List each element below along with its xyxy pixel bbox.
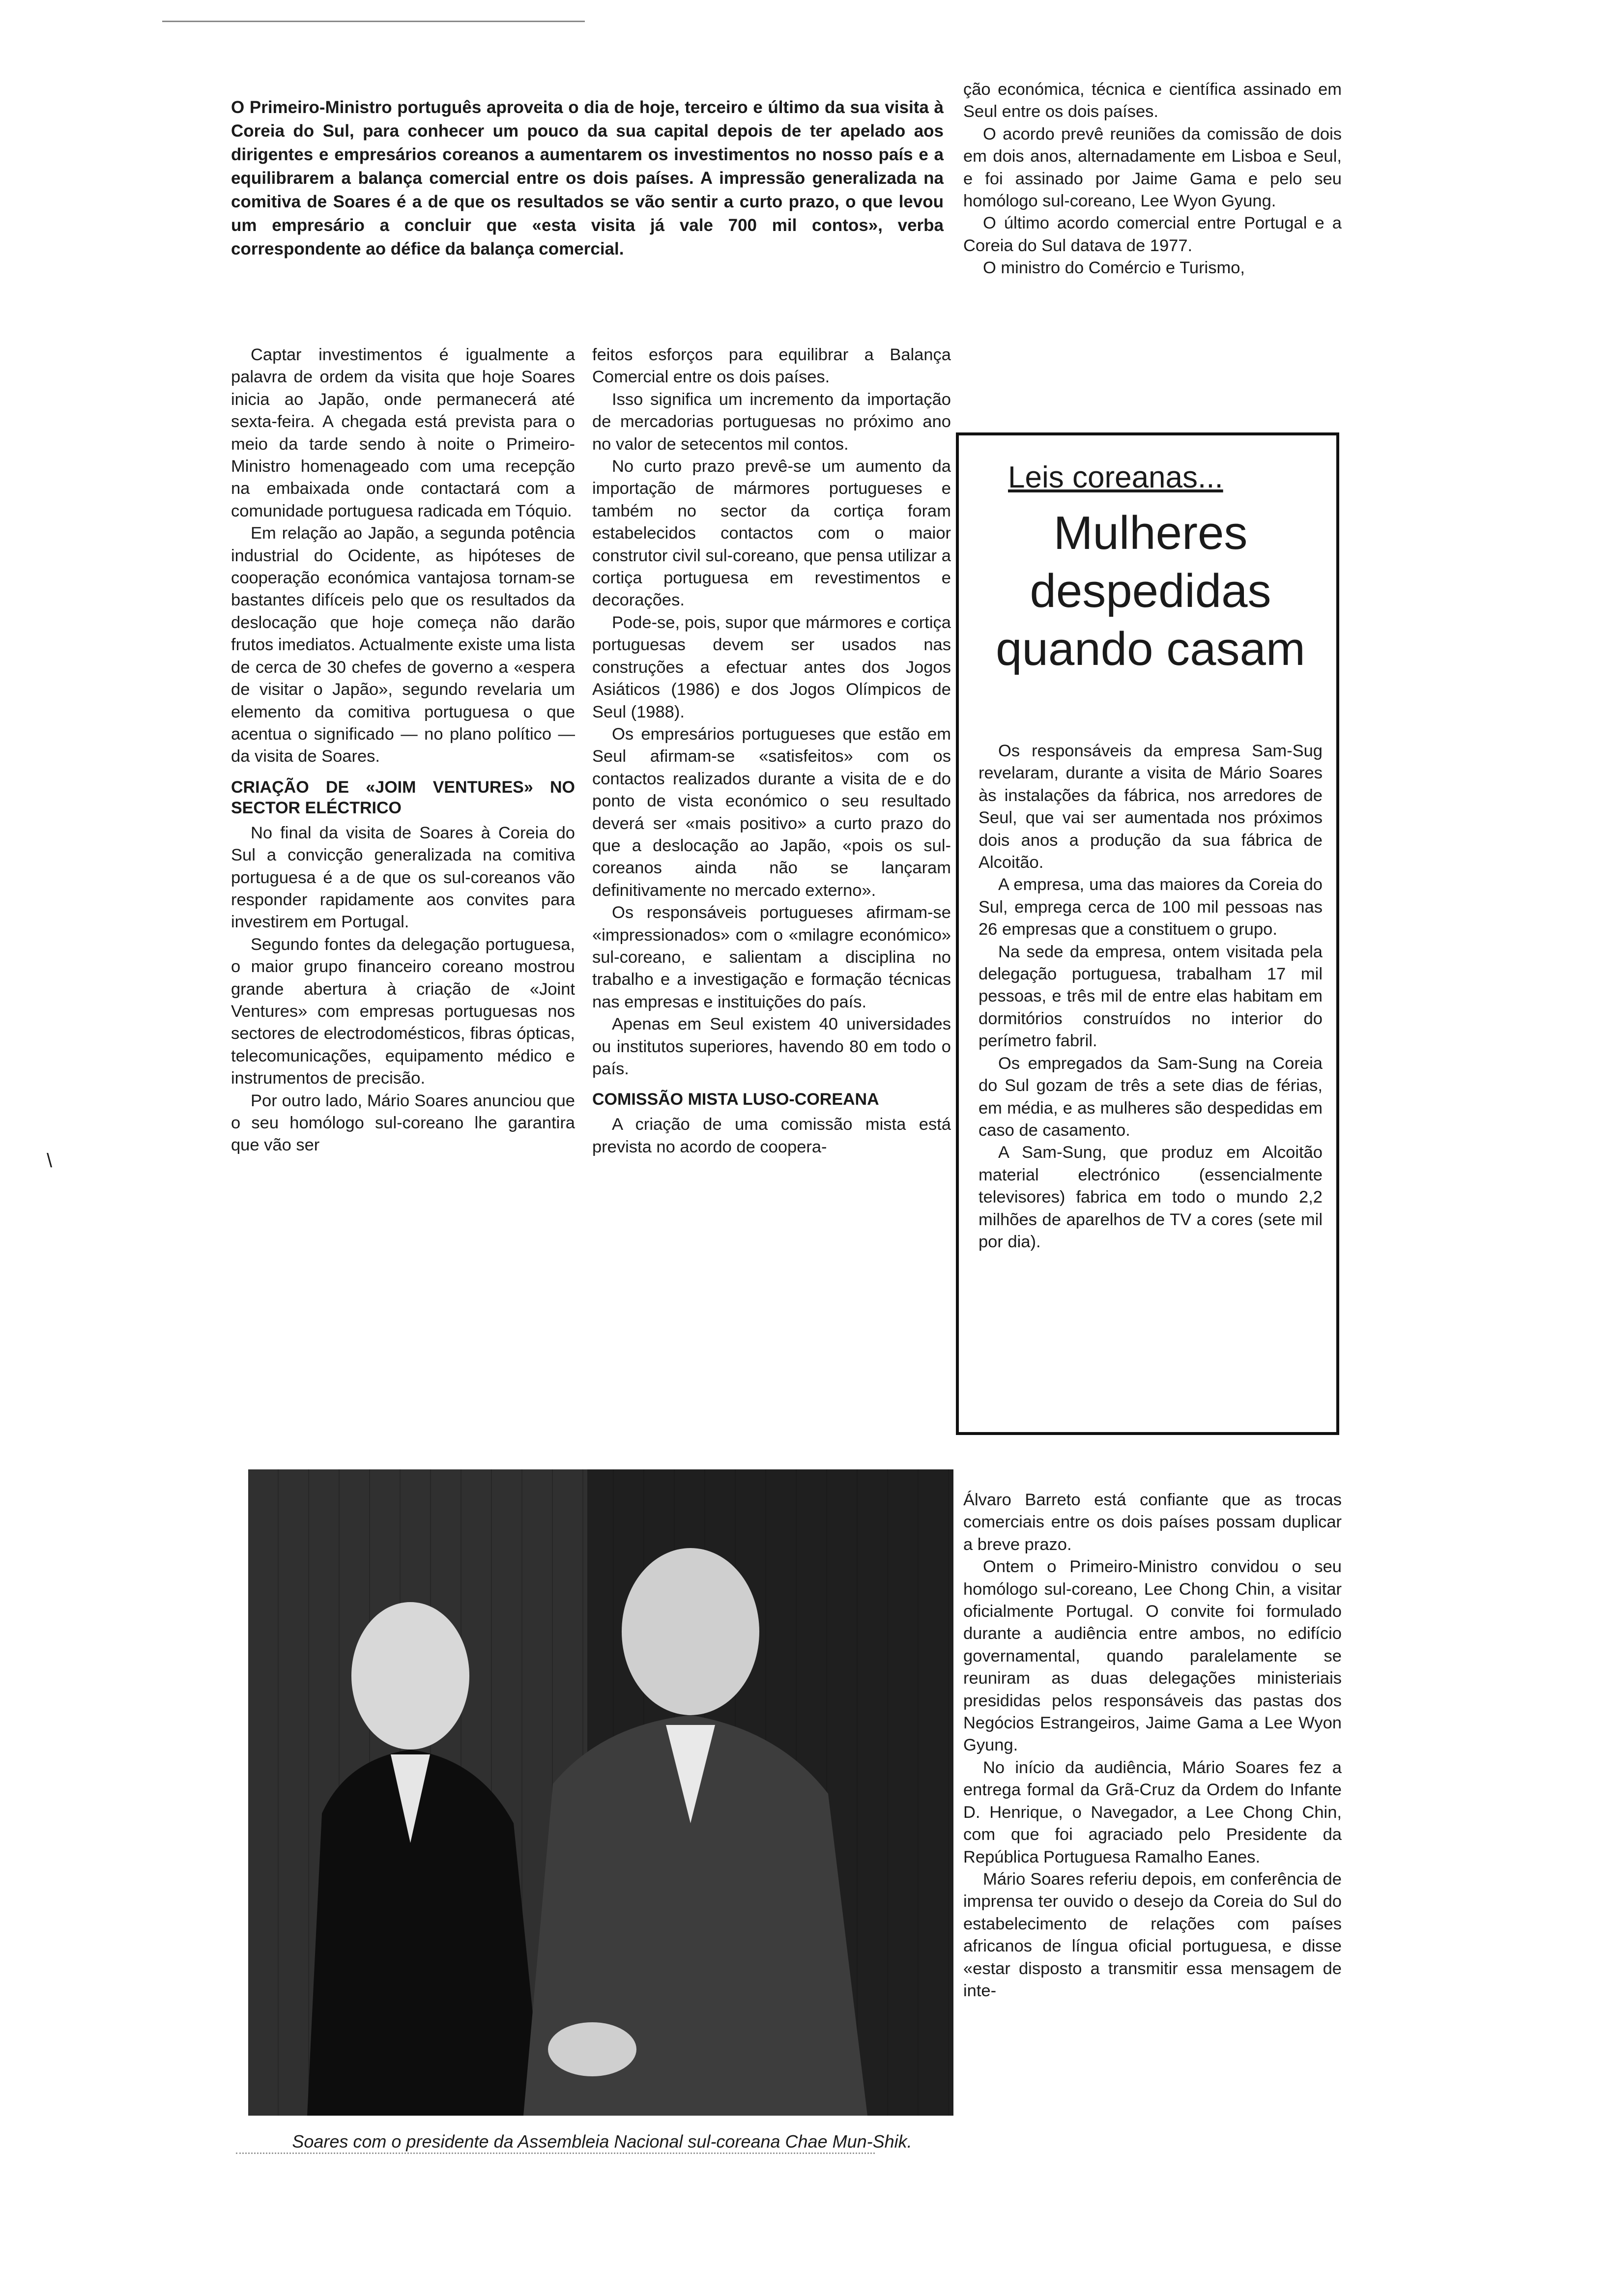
paragraph: No final da visita de Soares à Coreia do Sul a convicção generalizada na comitiva portuguesa é a de que os sul-coreanos vão responder rapidamente aos convites para investirem em Portugal. [231, 823, 575, 932]
column-2 [592, 344, 951, 1158]
paragraph: Os empregados da Sam-Sung na Coreia do Sul gozam de três a sete dias de férias, em média, e as mulheres são despedidas em caso de casamento. [979, 1054, 1323, 1140]
paragraph: O acordo prevê reuniões da comissão de dois em dois anos, alternadamente em Lisboa e Seul, e foi assinado por Jaime Gama e pelo seu homólogo sul-coreano, Lee Wyon Gyung. [963, 124, 1342, 211]
paragraph: Captar investimentos é igualmente a palavra de ordem da visita que hoje Soares inicia ao Japão, onde permanecerá até sexta-feira. A chegada está prevista para o meio da tarde sendo à noite o Primeiro-Ministro homenageado com uma recepção na embaixada onde contactará com a comunidade portuguesa radicada em Tóquio. [231, 345, 575, 520]
box-body [979, 740, 1323, 1253]
sidebar-box [956, 432, 1339, 1435]
box-headline: Mulheres despedidas quando casam [996, 507, 1305, 675]
photo-figures [248, 1469, 953, 2116]
paragraph: A empresa, uma das maiores da Coreia do Sul, emprega cerca de 100 mil pessoas nas 26 empresas que a constituem o grupo. [979, 875, 1323, 939]
paragraph: No curto prazo prevê-se um aumento da importação de mármores portugueses e também no sector da cortiça foram estabelecidos contactos com o maior construtor civil sul-coreano, que pensa utilizar a cortiça portuguesa em revestimentos e decorações. [592, 457, 951, 610]
column-1 [231, 344, 575, 1157]
top-rule [162, 21, 585, 22]
paragraph: Os empresários portugueses que estão em Seul afirmam-se «satisfeitos» com os contactos realizados durante a visita de e do ponto de vista económico o seu resultado deverá ser «mais positivo» a curto prazo do que a deslocação ao Japão, «pois os sul-coreanos ainda não se lançaram definitivamente no mercado externo». [592, 724, 951, 900]
paragraph: O último acordo comercial entre Portugal e a Coreia do Sul datava de 1977. [963, 214, 1342, 255]
paragraph: Segundo fontes da delegação portuguesa, o maior grupo financeiro coreano mostrou grande abertura à criação de «Joint Ventures» com empresas portuguesas nos sectores de electrodomésticos, fibras ópticas, telecomunicações, equipamento médico e instrumentos de precisão. [231, 935, 575, 1088]
paragraph: Pode-se, pois, supor que mármores e cortiça portuguesas devem ser usados nas construções a efectuar antes dos Jogos Asiáticos (1986) e dos Jogos Olímpicos de Seul (1988). [592, 613, 951, 721]
scan-artifact [236, 2152, 875, 2162]
column-3-top [963, 79, 1342, 280]
paragraph: Apenas em Seul existem 40 universidades ou institutos superiores, havendo 80 em todo o país. [592, 1015, 951, 1078]
paragraph: O ministro do Comércio e Turismo, [983, 258, 1245, 278]
paragraph: Isso significa um incremento da importação de mercadorias portuguesas no próximo ano no valor de setecentos mil contos. [592, 390, 951, 454]
paragraph: Em relação ao Japão, a segunda potência industrial do Ocidente, as hipóteses de cooperação económica vantajosa tornam-se bastantes difíceis pelo que os resultados da deslocação que hoje começa não darão frutos imediatos. Actualmente existe uma lista de cerca de 30 chefes de governo a «espera de visitar o Japão», segundo revelaria um elemento da comitiva portuguesa o que acentua o significado — no plano político — da visita de Soares. [231, 524, 575, 766]
paragraph: Os responsáveis portugueses afirmam-se «impressionados» com o «milagre económico» sul-coreano, e salientam a disciplina no trabalho e a investigação e formação técnicas nas empresas e instituições do país. [592, 903, 951, 1011]
article-lead: O Primeiro-Ministro português aproveita o dia de hoje, terceiro e último da sua visita à Coreia do Sul, para conhecer um pouco da sua capital depois de ter apelado aos dirigentes e empresários coreanos a aumentarem os investimentos no nosso país e a equilibrarem a balança comercial entre os dois países. A impressão generalizada na comitiva de Soares é a de que os resultados se vão sentir a curto prazo, o que levou um empresário a concluir que «esta visita já vale 700 mil contos», verba correspondente ao défice da balança comercial. [231, 98, 944, 258]
paragraph: feitos esforços para equilibrar a Balança Comercial entre os dois países. [592, 345, 951, 387]
margin-mark: \ [47, 1150, 53, 1172]
paragraph: Ontem o Primeiro-Ministro convidou o seu homólogo sul-coreano, Lee Chong Chin, a visitar oficialmente Portugal. O convite foi formulado durante a audiência entre ambos, no edifício governamental, quando paralelamente se reuniram as duas delegações ministeriais presididas pelos responsáveis das pastas dos Negócios Estrangeiros, Jaime Gama a Lee Wyon Gyung. [963, 1557, 1342, 1755]
paragraph: Álvaro Barreto está confiante que as trocas comerciais entre os dois países possam duplicar a breve prazo. [963, 1491, 1342, 1554]
subheading-joint-ventures: CRIAÇÃO DE «JOIM VENTURES» NO SECTOR ELÉCTRICO [231, 777, 575, 817]
paragraph: No início da audiência, Mário Soares fez a entrega formal da Grã-Cruz da Ordem do Infante D. Henrique, o Navegador, a Lee Chong Chin, com que foi agraciado pelo Presidente da República Portuguesa Ramalho Eanes. [963, 1758, 1342, 1866]
box-kicker: Leis coreanas... [1008, 460, 1223, 494]
paragraph: Por outro lado, Mário Soares anunciou que o seu homólogo sul-coreano lhe garantira que vão ser [231, 1091, 575, 1155]
paragraph: Os responsáveis da empresa Sam-Sug revelaram, durante a visita de Mário Soares às instalações da fábrica, nos arredores de Seul, que vai ser aumentada nos próximos dois anos a produção da sua fábrica de Alcoitão. [979, 742, 1323, 872]
paragraph: Na sede da empresa, ontem visitada pela delegação portuguesa, trabalham 17 mil pessoas, e três mil de entre elas habitam em dormitórios construídos no interior do perímetro fabril. [979, 942, 1323, 1051]
paragraph: A Sam-Sung, que produz em Alcoitão material electrónico (essencialmente televisores) fabrica em todo o mundo 2,2 milhões de aparelhos de TV a cores (sete mil por dia). [979, 1143, 1323, 1251]
column-3-bottom [963, 1489, 1342, 2002]
paragraph: A criação de uma comissão mista está prevista no acordo de coopera- [592, 1115, 951, 1156]
subheading-comissao-mista: COMISSÃO MISTA LUSO-COREANA [592, 1090, 879, 1109]
photo-caption: Soares com o presidente da Assembleia Nacional sul-coreana Chae Mun-Shik. [292, 2131, 912, 2152]
paragraph: Mário Soares referiu depois, em conferência de imprensa ter ouvido o desejo da Coreia do Sul do estabelecimento de relações com países africanos de língua oficial portuguesa, e disse «estar disposto a transmitir essa mensagem de inte- [963, 1869, 1342, 2000]
paragraph: ção económica, técnica e científica assinado em Seul entre os dois países. [963, 80, 1342, 121]
news-photo [248, 1469, 953, 2116]
